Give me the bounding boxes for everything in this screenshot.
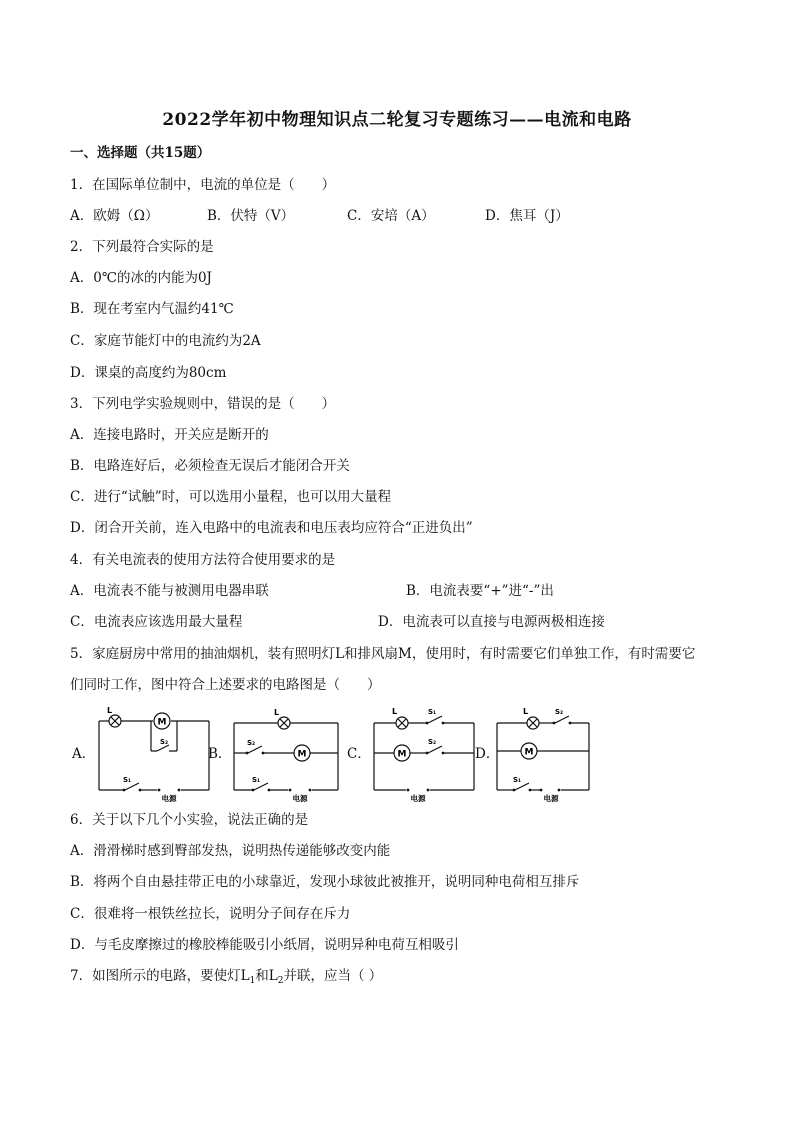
question-5-option-c-label: C． (347, 746, 371, 762)
question-3-option-a: A．连接电路时，开关应是断开的 (70, 427, 269, 443)
question-6-option-a: A．滑滑梯时感到臀部发热，说明热传递能够改变内能 (70, 843, 391, 859)
question-4-stem: 4．有关电流表的使用方法符合使用要求的是 (70, 552, 336, 568)
question-2-option-a: A．0℃的冰的内能为0J (70, 270, 212, 286)
svg-text:S₂: S₂ (247, 739, 256, 747)
question-6-option-c: C．很难将一根铁丝拉长，说明分子间存在斥力 (70, 906, 351, 922)
svg-text:S₁: S₁ (252, 776, 261, 784)
circuit-diagram-b (230, 703, 345, 803)
question-2-option-b: B．现在考室内气温约41℃ (70, 301, 234, 317)
svg-text:M: M (157, 717, 167, 728)
svg-text:电源: 电源 (292, 794, 308, 803)
svg-text:S₁: S₁ (123, 776, 132, 784)
section-heading: 一、选择题（共15题） (70, 145, 211, 161)
circuit-diagram-d (493, 703, 598, 803)
circuit-diagram-a (95, 703, 215, 803)
lamp-symbol (396, 717, 408, 729)
question-4-option-d: D．电流表可以直接与电源两极相连接 (378, 614, 605, 630)
question-3-option-c: C．进行“试触”时，可以选用小量程，也可以用大量程 (70, 489, 392, 505)
svg-text:M: M (297, 749, 307, 760)
question-5-option-d-label: D． (475, 746, 500, 762)
question-2-option-c: C．家庭节能灯中的电流约为2A (70, 333, 261, 349)
circuit-diagram-c (370, 703, 485, 803)
lamp-symbol (278, 717, 290, 729)
question-1-option-b: B．伏特（V） (207, 208, 295, 224)
question-6-stem: 6．关于以下几个小实验，说法正确的是 (70, 812, 309, 828)
lamp-symbol (109, 715, 121, 727)
question-1-option-c: C．安培（A） (347, 208, 435, 224)
lamp-symbol (527, 717, 539, 729)
svg-text:S₂: S₂ (555, 708, 564, 716)
svg-text:电源: 电源 (410, 794, 426, 803)
question-5-option-b-label: B． (208, 746, 232, 762)
svg-text:S₂: S₂ (428, 738, 437, 746)
question-3-option-d: D．闭合开关前，连入电路中的电流表和电压表均应符合“正进负出” (70, 520, 473, 536)
svg-text:电源: 电源 (543, 794, 559, 803)
question-6-option-b: B．将两个自由悬挂带正电的小球靠近，发现小球彼此被推开，说明同种电荷相互排斥 (70, 874, 580, 890)
svg-text:L: L (392, 707, 398, 716)
motor-symbol (394, 745, 410, 761)
question-1-option-d: D．焦耳（J） (485, 208, 569, 224)
question-1-stem: 1．在国际单位制中，电流的单位是（ ） (70, 177, 336, 193)
question-4-option-c: C．电流表应该选用最大量程 (70, 614, 243, 630)
svg-text:L: L (274, 708, 280, 717)
svg-text:S₁: S₁ (428, 708, 437, 716)
svg-text:电源: 电源 (161, 794, 177, 803)
motor-symbol (154, 713, 170, 729)
question-5-stem-line1: 5．家庭厨房中常用的抽油烟机，装有照明灯L和排风扇M，使用时，有时需要它们单独工作，有时需要它 (70, 646, 696, 662)
svg-text:L: L (523, 707, 529, 716)
page-title: 2022学年初中物理知识点二轮复习专题练习——电流和电路 (162, 110, 632, 130)
motor-symbol (521, 743, 537, 759)
svg-text:L: L (107, 706, 113, 715)
question-1-option-a: A．欧姆（Ω） (70, 208, 159, 224)
svg-text:M: M (397, 749, 407, 760)
svg-text:S₂: S₂ (160, 738, 169, 746)
question-3-option-b: B．电路连好后，必须检查无误后才能闭合开关 (70, 458, 350, 474)
switch-s2-symbol (157, 745, 169, 755)
question-2-stem: 2．下列最符合实际的是 (70, 239, 214, 255)
svg-text:M: M (524, 747, 534, 758)
question-2-option-d: D．课桌的高度约为80cm (70, 365, 227, 381)
svg-text:S₁: S₁ (513, 776, 522, 784)
motor-symbol (294, 745, 310, 761)
question-5-option-a-label: A． (72, 746, 96, 762)
question-4-option-a: A．电流表不能与被测用电器串联 (70, 583, 269, 599)
question-6-option-d: D．与毛皮摩擦过的橡胶棒能吸引小纸屑，说明异种电荷互相吸引 (70, 937, 459, 953)
question-3-stem: 3．下列电学实验规则中，错误的是（ ） (70, 396, 336, 412)
question-4-option-b: B．电流表要“+”进“-”出 (406, 583, 554, 599)
question-5-stem-line2: 们同时工作，图中符合上述要求的电路图是（ ） (70, 677, 381, 693)
question-7-stem: 7．如图所示的电路，要使灯$L_1$和$L_2$并联，应当（ ） (70, 968, 383, 986)
